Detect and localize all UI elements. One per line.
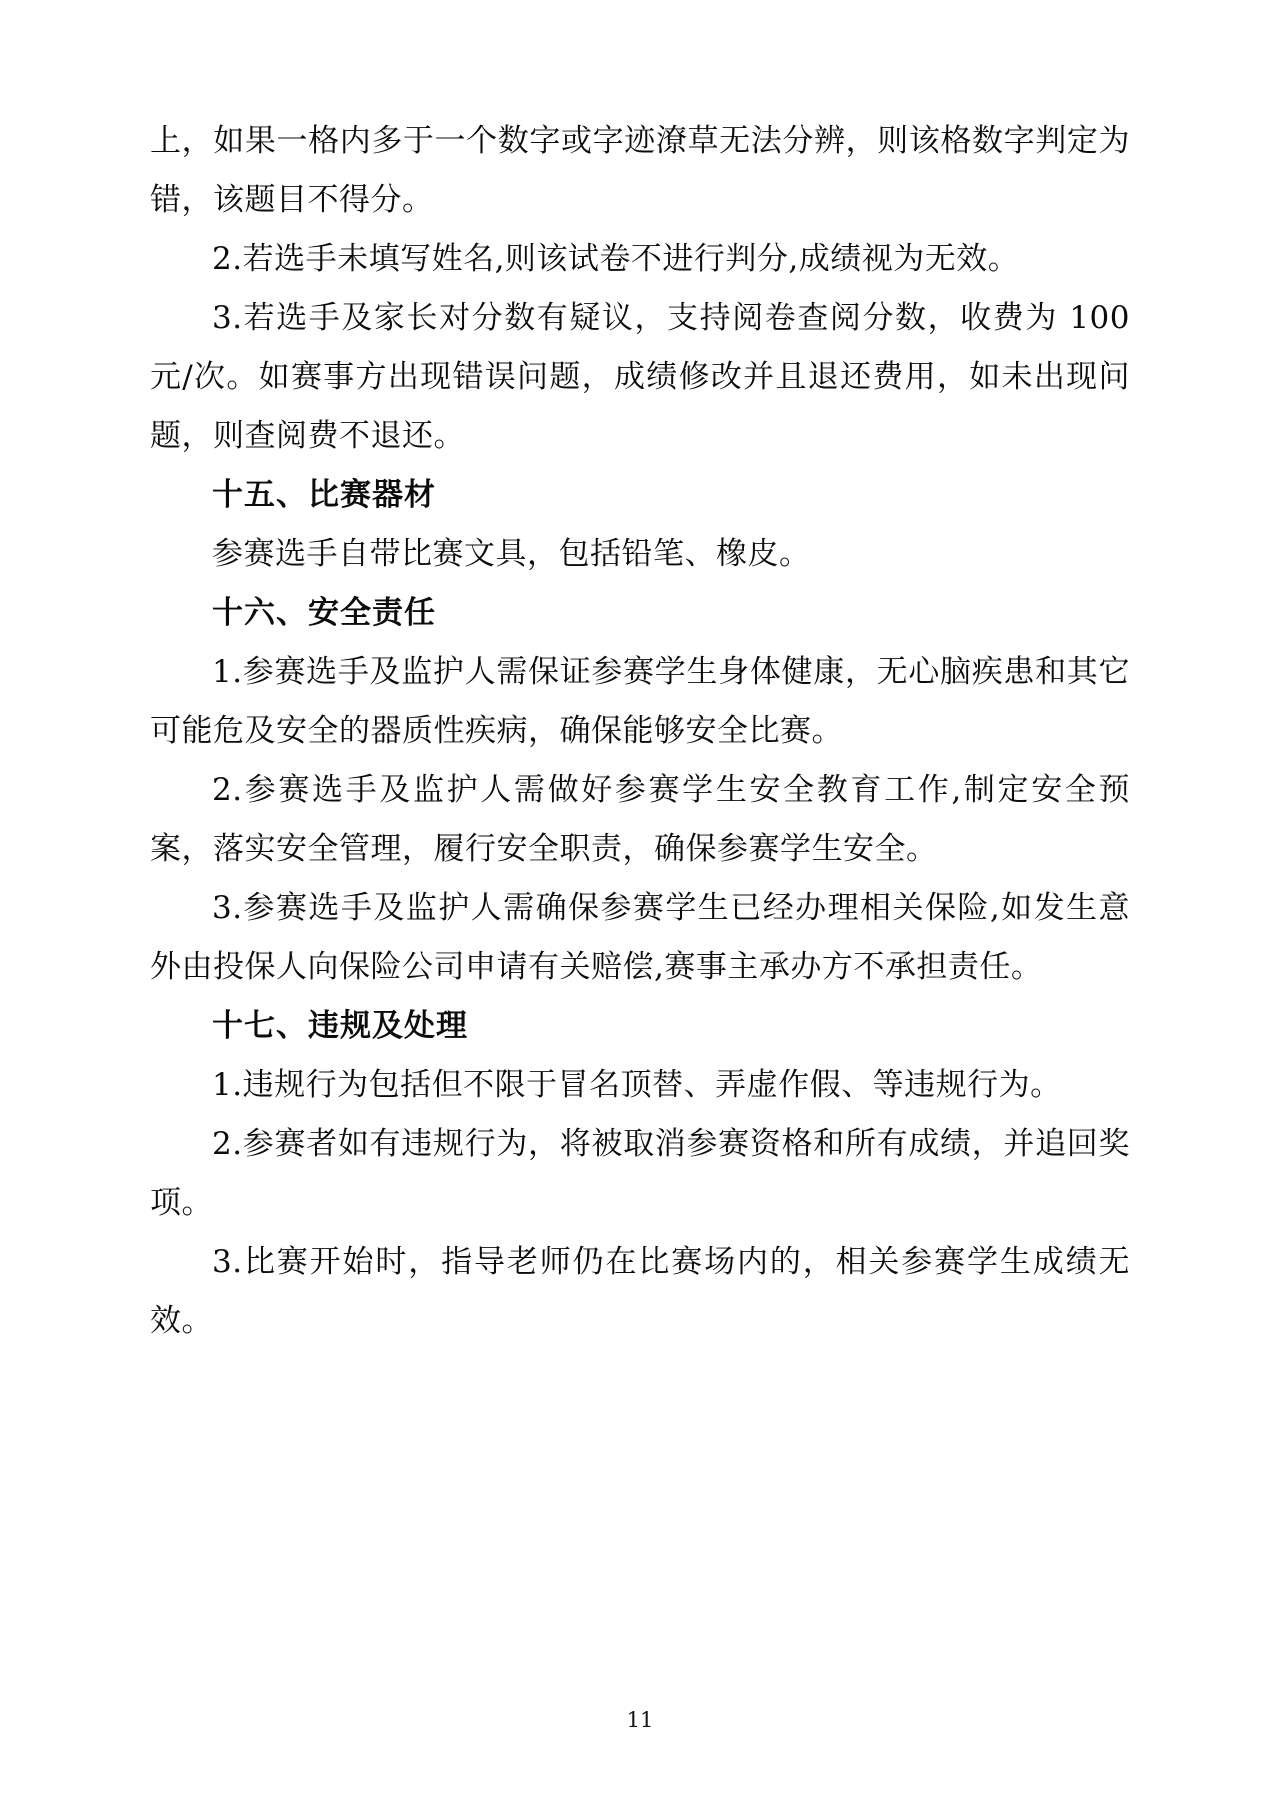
paragraph-violation-2: 2.参赛者如有违规行为，将被取消参赛资格和所有成绩，并追回奖项。: [150, 1126, 1130, 1221]
paragraph-violation-3: 3.比赛开始时，指导老师仍在比赛场内的，相关参赛学生成绩无效。: [150, 1244, 1130, 1339]
paragraph-equipment-detail: 参赛选手自带比赛文具，包括铅笔、橡皮。: [212, 536, 811, 572]
paragraph-rule-2-no-name: 2.若选手未填写姓名,则该试卷不进行判分,成绩视为无效。: [212, 241, 1020, 277]
page-number: 11: [626, 1708, 654, 1732]
heading-section-17-violations: 十七、违规及处理: [212, 1008, 468, 1044]
paragraph-violation-1: 1.违规行为包括但不限于冒名顶替、弄虚作假、等违规行为。: [212, 1067, 1062, 1103]
paragraph-safety-1: 1.参赛选手及监护人需保证参赛学生身体健康，无心脑疾患和其它可能危及安全的器质性疾病，确保能够安全比赛。: [150, 654, 1130, 749]
document-content: [150, 112, 1130, 1351]
paragraph-safety-3: 3.参赛选手及监护人需确保参赛学生已经办理相关保险,如发生意外由投保人向保险公司申请有关赔偿,赛事主承办方不承担责任。: [150, 890, 1130, 985]
heading-section-16-safety: 十六、安全责任: [212, 595, 436, 631]
paragraph-safety-2: 2.参赛选手及监护人需做好参赛学生安全教育工作,制定安全预案，落实安全管理，履行安全职责，确保参赛学生安全。: [150, 772, 1130, 867]
heading-section-15-equipment: 十五、比赛器材: [212, 477, 436, 513]
paragraph-continued-grading-rule: 上，如果一格内多于一个数字或字迹潦草无法分辨，则该格数字判定为错，该题目不得分。: [150, 123, 1130, 218]
paragraph-rule-3-score-review: 3.若选手及家长对分数有疑议，支持阅卷查阅分数，收费为 100 元/次。如赛事方出现错误问题，成绩修改并且退还费用，如未出现问题，则查阅费不退还。: [150, 300, 1130, 454]
